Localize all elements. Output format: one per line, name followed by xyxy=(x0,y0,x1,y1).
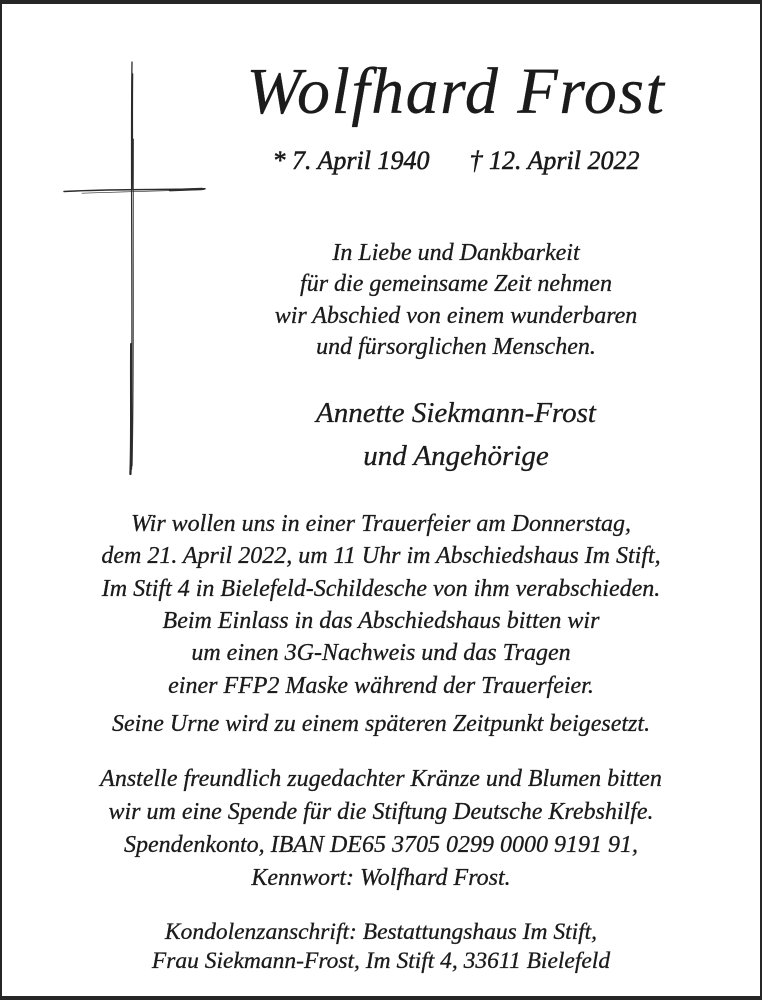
mourner-line: Annette Siekmann-Frost xyxy=(316,396,596,429)
life-dates xyxy=(152,145,760,176)
header-section xyxy=(152,56,760,478)
tribute-line: für die gemeinsame Zeit nehmen xyxy=(300,271,612,298)
donation-line: Spendenkonto, IBAN DE65 3705 0299 0000 9191 91, xyxy=(124,832,638,859)
donation-info xyxy=(2,763,760,895)
death-date: † 12. April 2022 xyxy=(469,145,640,175)
service-line: einer FFP2 Maske während der Trauerfeier. xyxy=(168,672,594,699)
tribute-line: wir Abschied von einem wunderbaren xyxy=(274,302,638,329)
tribute-line: und fürsorglichen Menschen. xyxy=(316,334,596,361)
urn-note: Seine Urne wird zu einem späteren Zeitpunkt beigesetzt. xyxy=(111,711,651,738)
service-info xyxy=(2,508,760,702)
service-line: Beim Einlass in das Abschiedshaus bitten wir xyxy=(162,608,600,634)
mourner-line: und Angehörige xyxy=(363,439,549,472)
condolence-line: Kondolenzanschrift: Bestattungshaus Im Stift, xyxy=(164,919,598,946)
service-line: um einen 3G-Nachweis und das Tragen xyxy=(191,640,571,667)
condolence-line: Frau Siekmann-Frost, Im Stift 4, 33611 Bielefeld xyxy=(151,948,611,975)
mourners-names xyxy=(152,392,760,478)
memorial-cross-icon xyxy=(32,44,232,484)
donation-line: wir um eine Spende für die Stiftung Deutsche Krebshilfe. xyxy=(108,799,654,826)
donation-line: Kennwort: Wolfhard Frost. xyxy=(251,865,511,892)
deceased-name: Wolfhard Frost xyxy=(246,55,666,128)
service-line: Wir wollen uns in einer Trauerfeier am Donnerstag, xyxy=(131,510,631,537)
service-line: dem 21. April 2022, um 11 Uhr im Abschiedshaus Im Stift, xyxy=(101,543,661,570)
service-line: Im Stift 4 in Bielefeld-Schildesche von ihm verabschieden. xyxy=(101,575,661,602)
condolence-address xyxy=(2,918,760,976)
tribute-line: In Liebe und Dankbarkeit xyxy=(332,239,580,266)
birth-date: * 7. April 1940 xyxy=(272,145,430,175)
tribute-text xyxy=(152,238,760,364)
donation-line: Anstelle freundlich zugedachter Kränze und Blumen bitten xyxy=(100,766,662,793)
